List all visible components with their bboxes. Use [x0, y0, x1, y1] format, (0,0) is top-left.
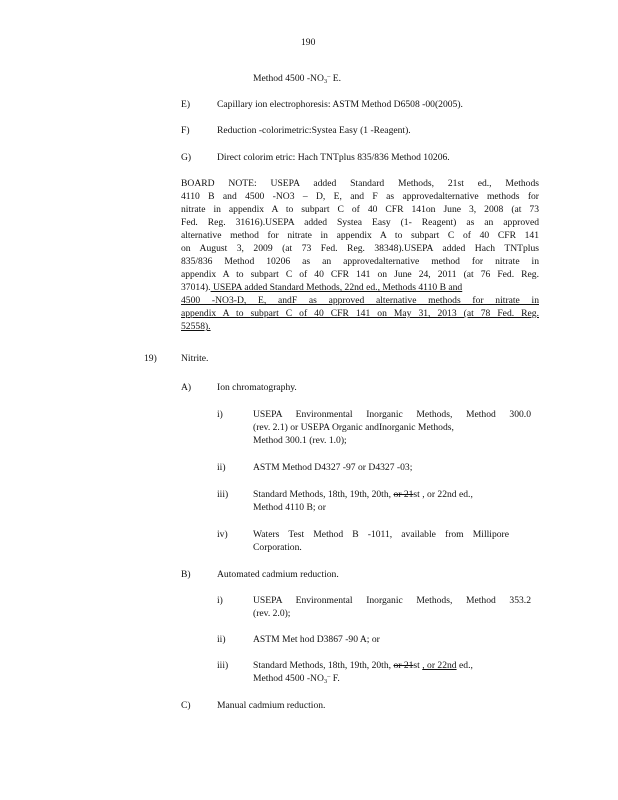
section-title: Nitrite. [181, 353, 209, 364]
board-note-line-underlined: 4500 -NO3-D, E, andF as approved alternative methods for nitrate in [181, 295, 539, 306]
board-note-line-underlined: 52558). [181, 321, 211, 332]
item-label-g: G) [181, 152, 192, 163]
item-line: (rev. 2.1) or USEPA Organic andInorganic Methods, [253, 422, 454, 433]
board-note-line: nitrate in appendix A to subpart C of 40 CFR 141on June 3, 2008 (at 73 [181, 204, 539, 215]
item-line: Waters Test Method B -1011, available from Millipore [253, 529, 509, 540]
item-line: USEPA Environmental Inorganic Methods, Method 353.2 [253, 595, 531, 606]
board-note-line-underlined: appendix A to subpart C of 40 CFR 141 on May 31, 2013 (at 78 Fed. Reg. [181, 308, 539, 319]
item-label: iii) [217, 660, 229, 671]
item-line: Method 300.1 (rev. 1.0); [253, 435, 347, 446]
item-line: Standard Methods, 18th, 19th, 20th, or 21st , or 22nd ed., [253, 489, 473, 500]
item-text-e: Capillary ion electrophoresis: ASTM Method D6508 -00(2005). [217, 99, 463, 110]
method-line: Method 4500 $-NO_3^-$ E. [253, 73, 342, 85]
item-label: iv) [217, 529, 228, 540]
board-note-line: alternative method for nitrate in appendix A to subpart C of 40 CFR 141 [181, 230, 539, 241]
board-note-line: appendix A to subpart C of 40 CFR 141 on June 24, 2011 (at 76 Fed. Reg. [181, 269, 539, 280]
board-note-line: 835/836 Method 10206 as an approvedalternative method for nitrate in [181, 256, 539, 267]
item-line: Method 4500 $-NO_3^-$ F. [253, 673, 340, 685]
page-number: 190 [301, 37, 316, 48]
board-note-line: BOARD NOTE: USEPA added Standard Methods, 21st ed., Methods [181, 178, 539, 189]
item-line: Corporation. [253, 542, 302, 553]
item-line: Standard Methods, 18th, 19th, 20th, or 21st , or 22nd ed., [253, 660, 473, 671]
item-line: USEPA Environmental Inorganic Methods, Method 300.0 [253, 409, 531, 420]
item-label: iii) [217, 489, 229, 500]
subsection-label-b: B) [181, 569, 191, 580]
item-line: (rev. 2.0); [253, 608, 291, 619]
item-label: i) [217, 409, 223, 420]
subsection-label-a: A) [181, 382, 192, 393]
subsection-title-c: Manual cadmium reduction. [217, 700, 326, 711]
subsection-label-c: C) [181, 700, 191, 711]
item-line: ASTM Method D4327 -97 or D4327 -03; [253, 462, 413, 473]
board-note-line: Fed. Reg. 31616).USEPA added Systea Easy (1- Reagent) as an approved [181, 217, 539, 228]
item-label: ii) [217, 462, 226, 473]
item-label: i) [217, 595, 223, 606]
board-note-line: 4110 B and 4500 -NO3 – D, E, and F as approvedalternative methods for [181, 191, 539, 202]
item-text-g: Direct colorim etric: Hach TNTplus 835/836 Method 10206. [217, 152, 450, 163]
board-note-line: 37014). USEPA added Standard Methods, 22nd ed., Methods 4110 B and [181, 282, 463, 293]
board-note-line: on August 3, 2009 (at 73 Fed. Reg. 38348).USEPA added Hach TNTplus [181, 243, 539, 254]
subsection-title-b: Automated cadmium reduction. [217, 569, 339, 580]
subsection-title-a: Ion chromatography. [217, 382, 297, 393]
item-text-f: Reduction -colorimetric:Systea Easy (1 -Reagent). [217, 125, 411, 136]
section-number: 19) [144, 353, 157, 364]
item-label-e: E) [181, 99, 191, 110]
item-line: ASTM Met hod D3867 -90 A; or [253, 634, 380, 645]
item-line: Method 4110 B; or [253, 502, 326, 513]
item-label-f: F) [181, 125, 190, 136]
item-label: ii) [217, 634, 226, 645]
